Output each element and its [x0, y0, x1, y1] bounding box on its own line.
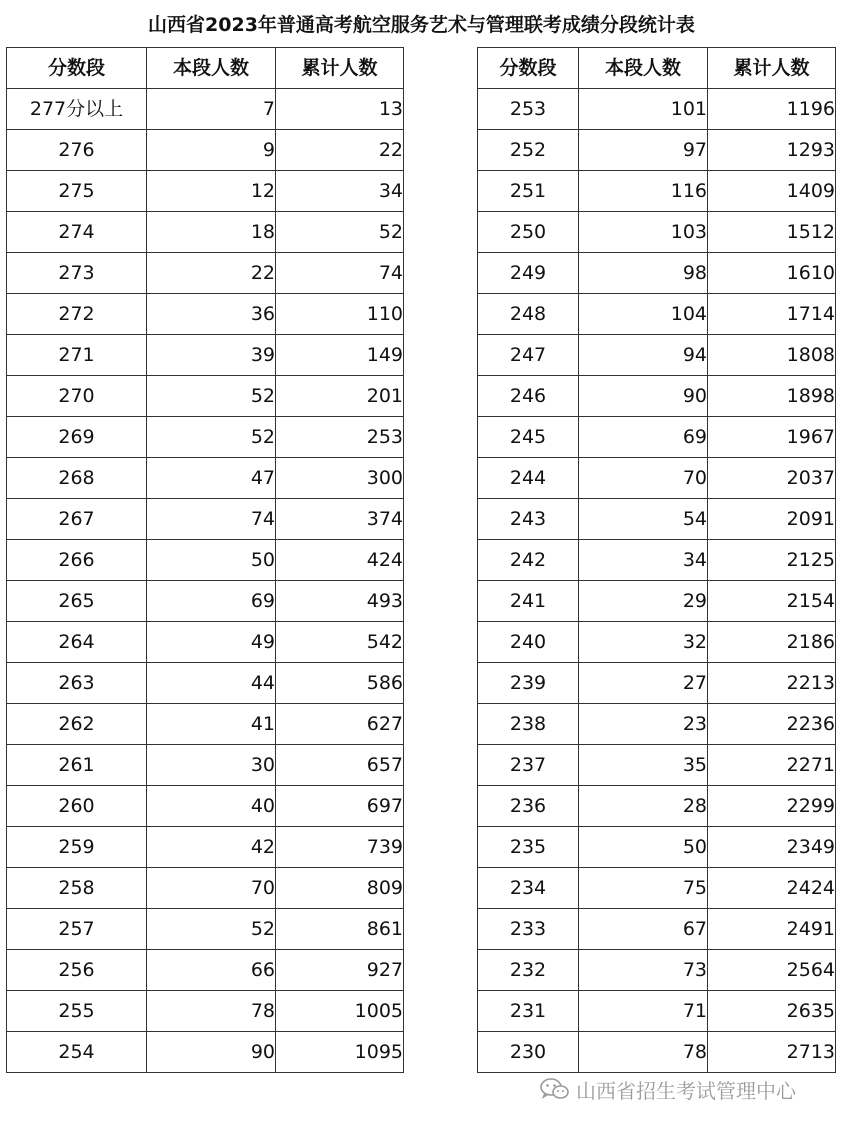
cell-score-range: 244	[478, 458, 579, 499]
cell-cumulative-count: 1714	[708, 294, 836, 335]
cell-cumulative-count: 1196	[708, 89, 836, 130]
cell-segment-count: 32	[579, 622, 708, 663]
cell-cumulative-count: 2713	[708, 1032, 836, 1073]
table-row	[478, 499, 836, 540]
cell-cumulative-count: 300	[276, 458, 404, 499]
table-row	[478, 171, 836, 212]
table-row	[478, 663, 836, 704]
cell-cumulative-count: 1409	[708, 171, 836, 212]
cell-score-range: 236	[478, 786, 579, 827]
table-row	[7, 868, 404, 909]
cell-cumulative-count: 2491	[708, 909, 836, 950]
cell-cumulative-count: 2125	[708, 540, 836, 581]
cell-score-range: 243	[478, 499, 579, 540]
cell-segment-count: 44	[147, 663, 276, 704]
cell-segment-count: 35	[579, 745, 708, 786]
table-row	[7, 540, 404, 581]
cell-segment-count: 27	[579, 663, 708, 704]
cell-score-range: 257	[7, 909, 147, 950]
table-row	[478, 704, 836, 745]
cell-score-range: 253	[478, 89, 579, 130]
header-score-range: 分数段	[7, 48, 147, 89]
cell-segment-count: 50	[147, 540, 276, 581]
cell-segment-count: 90	[579, 376, 708, 417]
cell-score-range: 234	[478, 868, 579, 909]
cell-cumulative-count: 542	[276, 622, 404, 663]
table-row	[7, 1032, 404, 1073]
table-row	[478, 253, 836, 294]
cell-segment-count: 29	[579, 581, 708, 622]
cell-score-range: 248	[478, 294, 579, 335]
cell-score-range: 239	[478, 663, 579, 704]
cell-cumulative-count: 493	[276, 581, 404, 622]
cell-cumulative-count: 2299	[708, 786, 836, 827]
wechat-icon	[540, 1077, 570, 1101]
cell-score-range: 262	[7, 704, 147, 745]
cell-cumulative-count: 74	[276, 253, 404, 294]
cell-score-range: 270	[7, 376, 147, 417]
table-row	[7, 294, 404, 335]
cell-cumulative-count: 2037	[708, 458, 836, 499]
cell-cumulative-count: 2564	[708, 950, 836, 991]
cell-cumulative-count: 1512	[708, 212, 836, 253]
cell-score-range: 254	[7, 1032, 147, 1073]
cell-segment-count: 94	[579, 335, 708, 376]
cell-segment-count: 52	[147, 376, 276, 417]
cell-segment-count: 39	[147, 335, 276, 376]
score-table-right	[477, 47, 836, 1073]
cell-score-range: 237	[478, 745, 579, 786]
cell-cumulative-count: 861	[276, 909, 404, 950]
page-title: 山西省2023年普通高考航空服务艺术与管理联考成绩分段统计表	[148, 14, 695, 36]
cell-cumulative-count: 34	[276, 171, 404, 212]
table-row	[7, 663, 404, 704]
cell-segment-count: 28	[579, 786, 708, 827]
cell-cumulative-count: 809	[276, 868, 404, 909]
cell-cumulative-count: 1005	[276, 991, 404, 1032]
cell-segment-count: 30	[147, 745, 276, 786]
cell-segment-count: 69	[147, 581, 276, 622]
cell-segment-count: 54	[579, 499, 708, 540]
cell-score-range: 246	[478, 376, 579, 417]
table-header-row	[7, 48, 404, 89]
cell-score-range: 273	[7, 253, 147, 294]
cell-segment-count: 101	[579, 89, 708, 130]
table-row	[478, 868, 836, 909]
cell-score-range: 245	[478, 417, 579, 458]
table-row	[7, 581, 404, 622]
cell-score-range: 247	[478, 335, 579, 376]
cell-segment-count: 18	[147, 212, 276, 253]
table-header-row	[478, 48, 836, 89]
cell-score-range: 268	[7, 458, 147, 499]
table-row	[478, 540, 836, 581]
cell-segment-count: 52	[147, 909, 276, 950]
cell-cumulative-count: 22	[276, 130, 404, 171]
table-row	[478, 294, 836, 335]
cell-segment-count: 41	[147, 704, 276, 745]
cell-segment-count: 116	[579, 171, 708, 212]
cell-cumulative-count: 13	[276, 89, 404, 130]
cell-score-range: 271	[7, 335, 147, 376]
cell-segment-count: 103	[579, 212, 708, 253]
table-row	[7, 171, 404, 212]
table-row	[7, 704, 404, 745]
cell-cumulative-count: 627	[276, 704, 404, 745]
cell-segment-count: 47	[147, 458, 276, 499]
cell-segment-count: 78	[147, 991, 276, 1032]
cell-segment-count: 75	[579, 868, 708, 909]
cell-cumulative-count: 2154	[708, 581, 836, 622]
cell-segment-count: 66	[147, 950, 276, 991]
cell-score-range: 276	[7, 130, 147, 171]
table-row	[7, 376, 404, 417]
cell-segment-count: 7	[147, 89, 276, 130]
table-row	[7, 458, 404, 499]
cell-score-range: 241	[478, 581, 579, 622]
cell-cumulative-count: 149	[276, 335, 404, 376]
cell-score-range: 231	[478, 991, 579, 1032]
cell-score-range: 240	[478, 622, 579, 663]
cell-cumulative-count: 657	[276, 745, 404, 786]
watermark	[540, 1074, 796, 1104]
cell-segment-count: 67	[579, 909, 708, 950]
cell-segment-count: 42	[147, 827, 276, 868]
cell-cumulative-count: 374	[276, 499, 404, 540]
table-row	[478, 458, 836, 499]
cell-score-range: 265	[7, 581, 147, 622]
cell-cumulative-count: 253	[276, 417, 404, 458]
cell-cumulative-count: 697	[276, 786, 404, 827]
header-segment-count: 本段人数	[579, 48, 708, 89]
table-row	[478, 622, 836, 663]
table-row	[7, 335, 404, 376]
cell-segment-count: 34	[579, 540, 708, 581]
cell-segment-count: 70	[579, 458, 708, 499]
cell-segment-count: 69	[579, 417, 708, 458]
cell-score-range: 256	[7, 950, 147, 991]
cell-score-range: 238	[478, 704, 579, 745]
cell-score-range: 260	[7, 786, 147, 827]
cell-cumulative-count: 1967	[708, 417, 836, 458]
cell-cumulative-count: 2271	[708, 745, 836, 786]
table-row	[478, 827, 836, 868]
cell-segment-count: 50	[579, 827, 708, 868]
table-row	[478, 581, 836, 622]
cell-score-range: 258	[7, 868, 147, 909]
table-row	[7, 212, 404, 253]
cell-segment-count: 36	[147, 294, 276, 335]
cell-score-range: 275	[7, 171, 147, 212]
table-row	[478, 1032, 836, 1073]
cell-cumulative-count: 1808	[708, 335, 836, 376]
table-row	[478, 89, 836, 130]
cell-cumulative-count: 2424	[708, 868, 836, 909]
cell-segment-count: 12	[147, 171, 276, 212]
table-row	[478, 376, 836, 417]
table-row	[478, 130, 836, 171]
table-row	[7, 499, 404, 540]
table-row	[478, 950, 836, 991]
table-row	[7, 786, 404, 827]
table-row	[7, 89, 404, 130]
cell-score-range: 267	[7, 499, 147, 540]
table-row	[7, 950, 404, 991]
cell-cumulative-count: 1898	[708, 376, 836, 417]
cell-cumulative-count: 2349	[708, 827, 836, 868]
cell-score-range: 266	[7, 540, 147, 581]
cell-cumulative-count: 110	[276, 294, 404, 335]
cell-segment-count: 52	[147, 417, 276, 458]
cell-score-range: 242	[478, 540, 579, 581]
cell-score-range: 251	[478, 171, 579, 212]
cell-segment-count: 73	[579, 950, 708, 991]
table-row	[478, 786, 836, 827]
header-score-range: 分数段	[478, 48, 579, 89]
cell-segment-count: 70	[147, 868, 276, 909]
cell-score-range: 272	[7, 294, 147, 335]
cell-score-range: 261	[7, 745, 147, 786]
cell-score-range: 232	[478, 950, 579, 991]
cell-segment-count: 97	[579, 130, 708, 171]
cell-cumulative-count: 1095	[276, 1032, 404, 1073]
cell-segment-count: 78	[579, 1032, 708, 1073]
header-segment-count: 本段人数	[147, 48, 276, 89]
table-row	[478, 745, 836, 786]
cell-cumulative-count: 2213	[708, 663, 836, 704]
cell-cumulative-count: 927	[276, 950, 404, 991]
cell-segment-count: 9	[147, 130, 276, 171]
table-row	[7, 827, 404, 868]
table-row	[7, 253, 404, 294]
cell-cumulative-count: 2236	[708, 704, 836, 745]
header-cumulative-count: 累计人数	[276, 48, 404, 89]
cell-cumulative-count: 52	[276, 212, 404, 253]
cell-segment-count: 90	[147, 1032, 276, 1073]
cell-segment-count: 98	[579, 253, 708, 294]
header-cumulative-count: 累计人数	[708, 48, 836, 89]
cell-score-range: 255	[7, 991, 147, 1032]
cell-cumulative-count: 1610	[708, 253, 836, 294]
cell-cumulative-count: 424	[276, 540, 404, 581]
cell-score-range: 235	[478, 827, 579, 868]
cell-cumulative-count: 739	[276, 827, 404, 868]
table-row	[7, 909, 404, 950]
cell-score-range: 250	[478, 212, 579, 253]
table-row	[7, 622, 404, 663]
table-row	[478, 417, 836, 458]
score-table-left	[6, 47, 404, 1073]
table-row	[7, 130, 404, 171]
cell-cumulative-count: 1293	[708, 130, 836, 171]
cell-segment-count: 22	[147, 253, 276, 294]
cell-cumulative-count: 201	[276, 376, 404, 417]
table-row	[7, 991, 404, 1032]
table-row	[478, 335, 836, 376]
cell-score-range: 263	[7, 663, 147, 704]
cell-segment-count: 49	[147, 622, 276, 663]
cell-score-range: 249	[478, 253, 579, 294]
cell-segment-count: 71	[579, 991, 708, 1032]
cell-segment-count: 23	[579, 704, 708, 745]
cell-segment-count: 40	[147, 786, 276, 827]
table-row	[7, 745, 404, 786]
table-row	[478, 991, 836, 1032]
table-row	[7, 417, 404, 458]
table-row	[478, 212, 836, 253]
cell-score-range: 233	[478, 909, 579, 950]
cell-score-range: 269	[7, 417, 147, 458]
cell-score-range: 230	[478, 1032, 579, 1073]
cell-segment-count: 104	[579, 294, 708, 335]
cell-cumulative-count: 2091	[708, 499, 836, 540]
cell-score-range: 264	[7, 622, 147, 663]
cell-score-range: 252	[478, 130, 579, 171]
cell-score-range: 277分以上	[7, 89, 147, 130]
table-row	[478, 909, 836, 950]
cell-segment-count: 74	[147, 499, 276, 540]
cell-cumulative-count: 586	[276, 663, 404, 704]
cell-cumulative-count: 2635	[708, 991, 836, 1032]
watermark-text: 山西省招生考试管理中心	[576, 1078, 796, 1103]
cell-score-range: 274	[7, 212, 147, 253]
cell-cumulative-count: 2186	[708, 622, 836, 663]
cell-score-range: 259	[7, 827, 147, 868]
